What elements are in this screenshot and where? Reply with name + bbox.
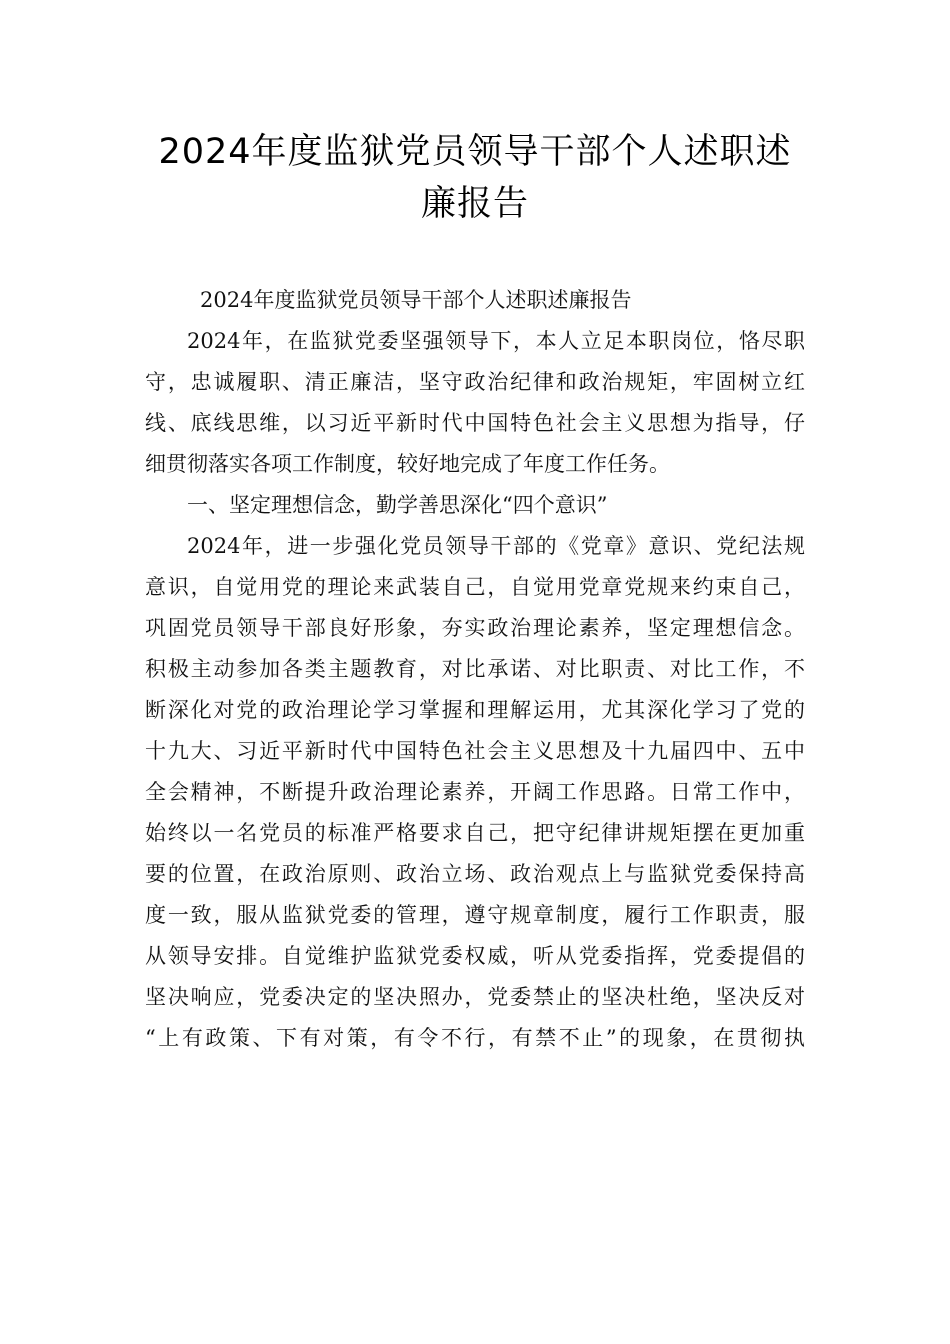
report-subtitle: 2024年度监狱党员领导干部个人述职述廉报告: [200, 288, 632, 312]
paragraph-line: 十九大、习近平新时代中国特色社会主义思想及十九届四中、五中: [145, 739, 805, 763]
paragraph-line: 全会精神，不断提升政治理论素养，开阔工作思路。日常工作中，: [145, 780, 805, 804]
paragraph-line: 意识，自觉用党的理论来武装自己，自觉用党章党规来约束自己，: [145, 575, 805, 599]
document-title: [120, 126, 830, 230]
paragraph-line: 细贯彻落实各项工作制度，较好地完成了年度工作任务。: [145, 452, 670, 476]
paragraph-line: 要的位置，在政治原则、政治立场、政治观点上与监狱党委保持高: [145, 862, 805, 886]
paragraph-line: 积极主动参加各类主题教育，对比承诺、对比职责、对比工作，不: [145, 657, 805, 681]
paragraph-line: 坚决响应，党委决定的坚决照办，党委禁止的坚决杜绝，坚决反对: [145, 985, 805, 1009]
title-line: 2024年度监狱党员领导干部个人述职述: [158, 132, 792, 172]
paragraph-line: 断深化对党的政治理论学习掌握和理解运用，尤其深化学习了党的: [145, 698, 805, 722]
title-line: 廉报告: [420, 184, 529, 224]
paragraph-line: “上有政策、下有对策，有令不行，有禁不止”的现象，在贯彻执: [145, 1026, 805, 1050]
document-body: [145, 280, 805, 1059]
paragraph-line: 2024年，进一步强化党员领导干部的《党章》意识、党纪法规: [187, 534, 805, 558]
paragraph-line: 线、底线思维，以习近平新时代中国特色社会主义思想为指导，仔: [145, 411, 805, 435]
paragraph-line: 从领导安排。自觉维护监狱党委权威，听从党委指挥，党委提倡的: [145, 944, 805, 968]
paragraph-line: 巩固党员领导干部良好形象，夯实政治理论素养，坚定理想信念。: [145, 616, 805, 640]
paragraph-line: 2024年，在监狱党委坚强领导下，本人立足本职岗位，恪尽职: [187, 329, 805, 353]
paragraph-line: 始终以一名党员的标准严格要求自己，把守纪律讲规矩摆在更加重: [145, 821, 805, 845]
section-heading: 一、坚定理想信念，勤学善思深化“四个意识”: [187, 493, 608, 517]
paragraph-line: 守，忠诚履职、清正廉洁，坚守政治纪律和政治规矩，牢固树立红: [145, 370, 805, 394]
paragraph-line: 度一致，服从监狱党委的管理，遵守规章制度，履行工作职责，服: [145, 903, 805, 927]
